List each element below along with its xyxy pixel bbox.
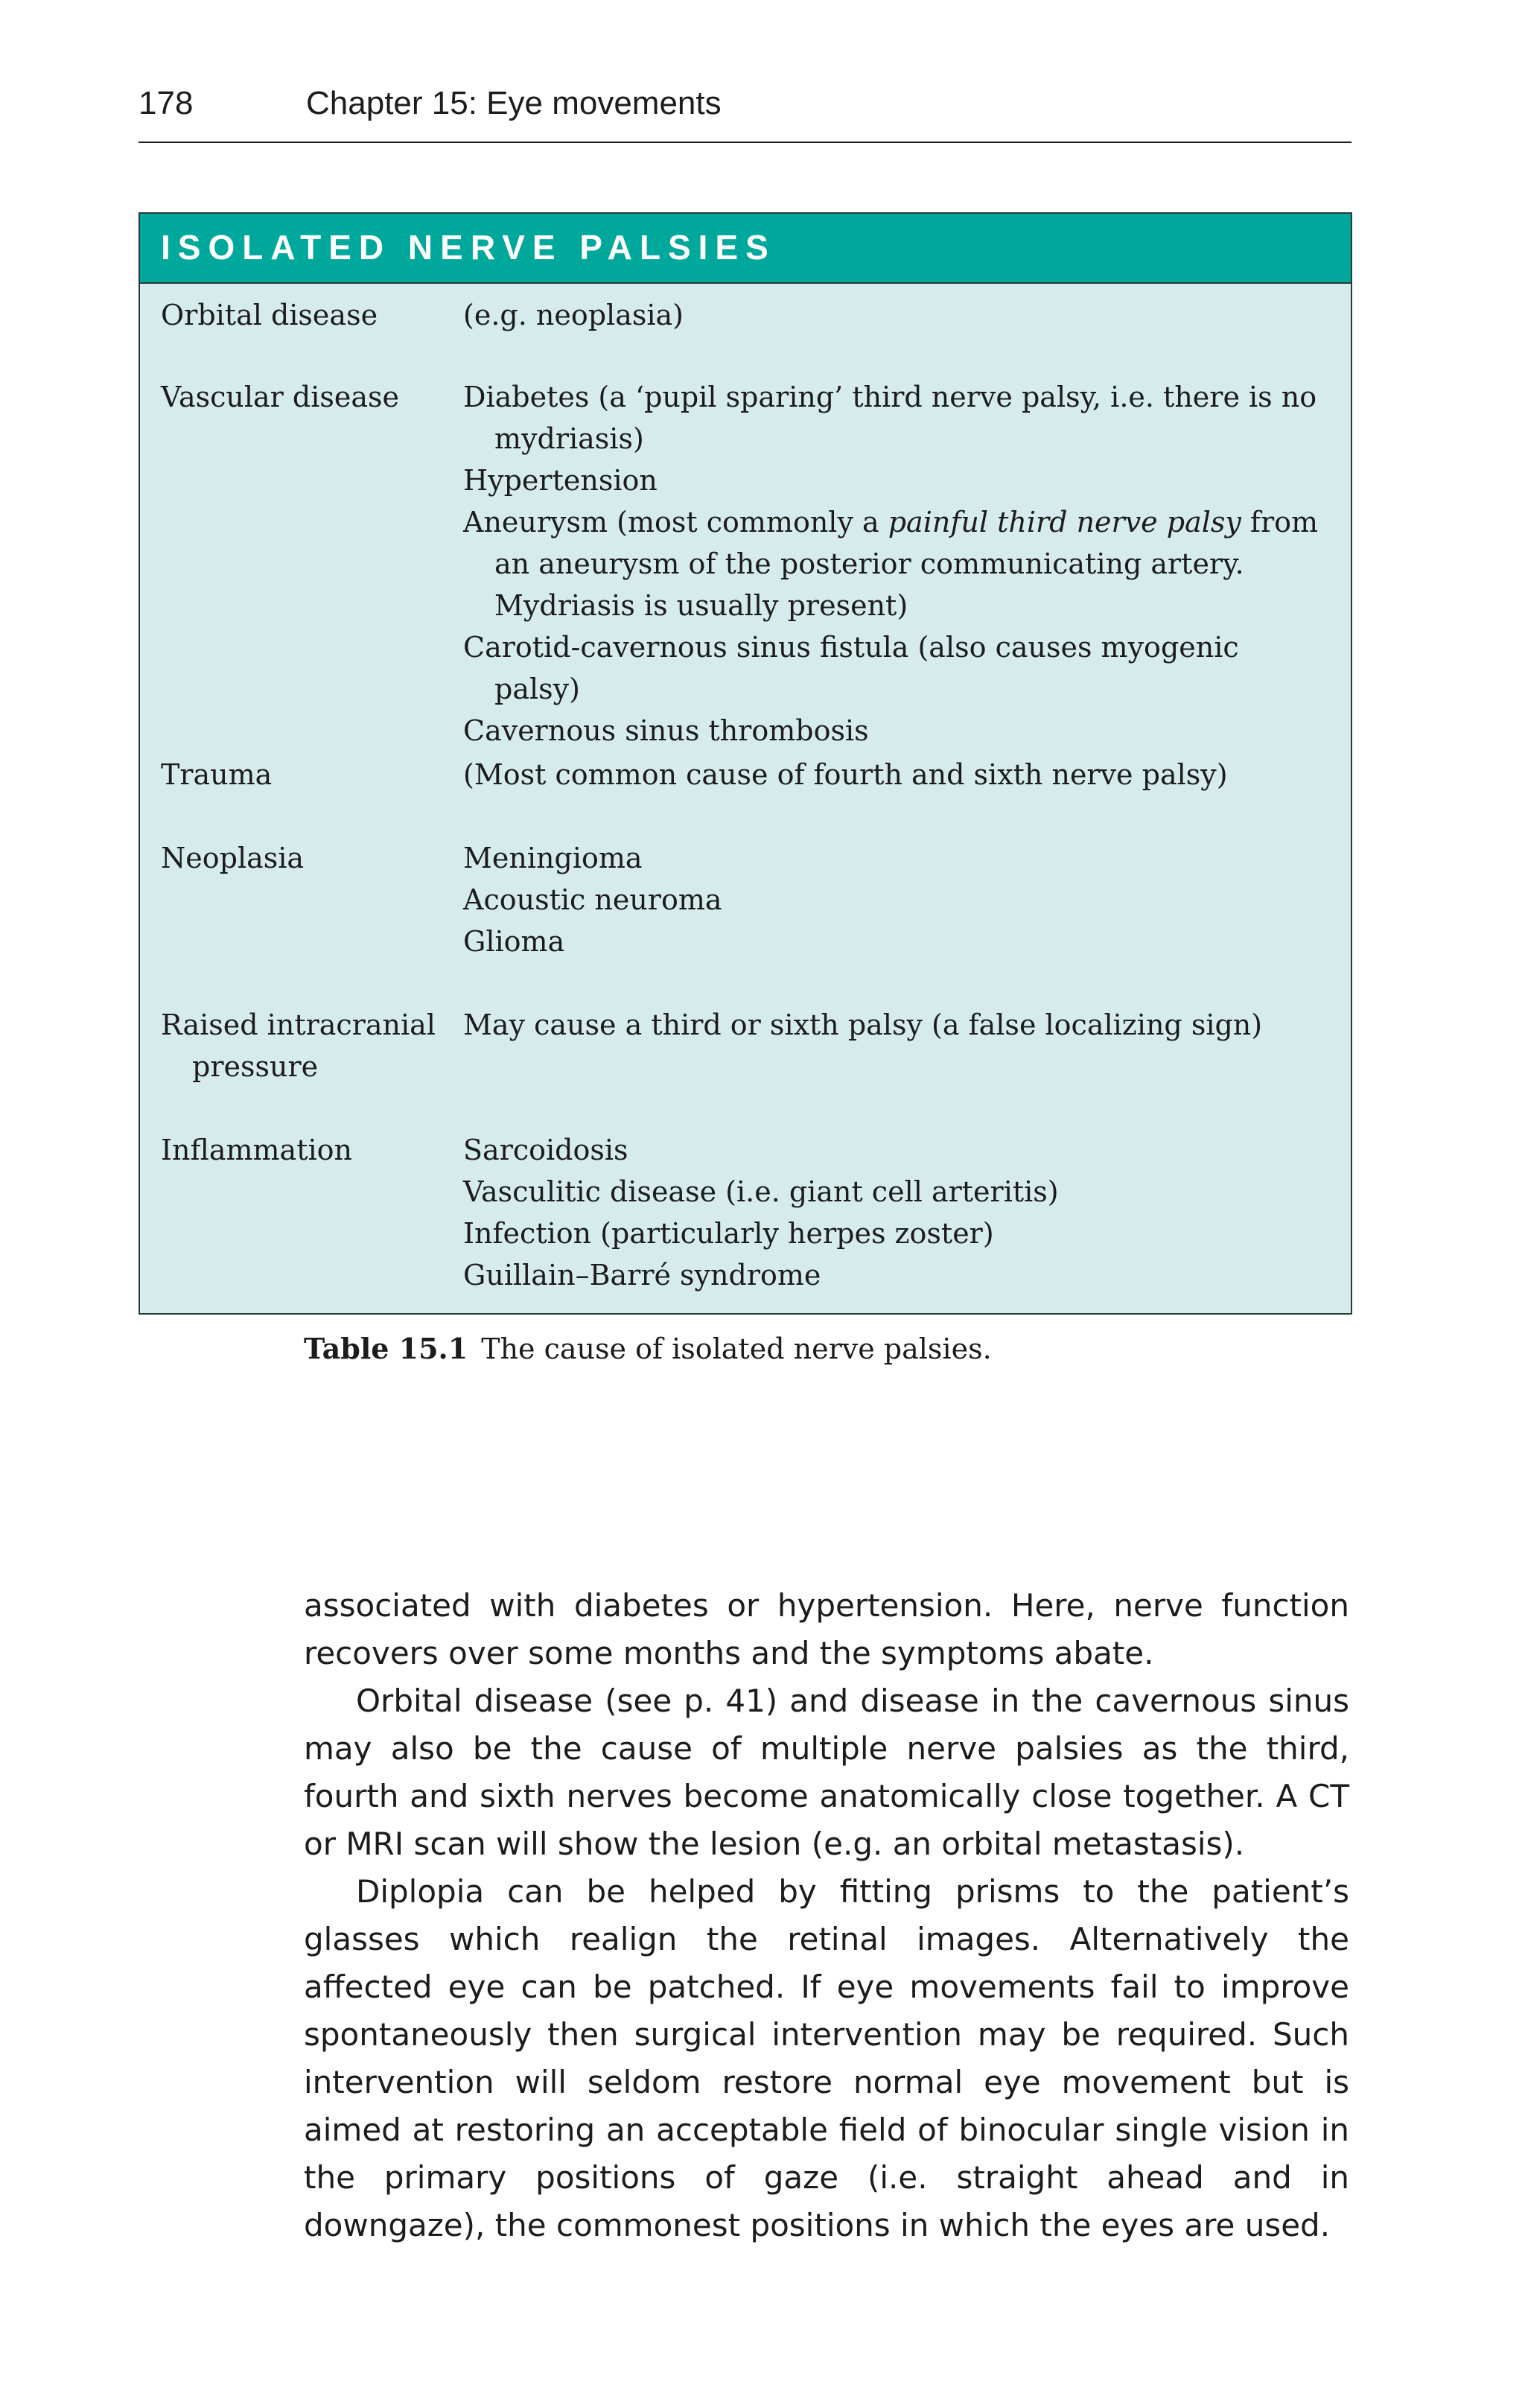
table-caption xyxy=(304,1332,992,1365)
row-item: (Most common cause of fourth and sixth nerve palsy) xyxy=(463,758,1228,791)
header-rule xyxy=(139,142,1352,143)
row-item: Sarcoidosis xyxy=(463,1134,628,1166)
row-item: (e.g. neoplasia) xyxy=(463,299,684,331)
aneurysm-text-start: Aneurysm (most commonly a xyxy=(463,506,888,539)
row-item: Hypertension xyxy=(463,464,658,497)
isolated-nerve-palsies-table xyxy=(139,212,1352,1315)
table-title: ISOLATED NERVE PALSIES xyxy=(161,228,776,267)
row-item: Cavernous sinus thrombosis xyxy=(463,714,869,747)
paragraph: Orbital disease (see p. 41) and disease in the cavernous sinus may also be the cause of multiple nerve palsies as the third, fourth and sixth nerves become anatomically close together. A CT or MRI scan will show the lesion (e.g. an orbital metastasis). xyxy=(304,1683,1349,1862)
caption-text: The cause of isolated nerve palsies. xyxy=(481,1332,992,1365)
row-category: Vascular disease xyxy=(161,381,400,413)
paragraph: Diplopia can be helped by fitting prisms to the patient’s glasses which realign the retinal images. Alternatively the affected eye can be patched. If eye movements fail to improve spontaneously then surgical intervention may be required. Such intervention will seldom restore normal eye movement but is aimed at restoring an acceptable field of binocular single vision in the primary positions of gaze (i.e. straight ahead and in downgaze), the commonest positions in which the eyes are used. xyxy=(304,1873,1349,2243)
chapter-title: Chapter 15: Eye movements xyxy=(306,85,722,121)
row-item: Guillain–Barré syndrome xyxy=(463,1259,821,1292)
table-header-bar xyxy=(140,214,1351,284)
caption-label: Table 15.1 xyxy=(304,1332,468,1365)
row-item: Acoustic neuroma xyxy=(463,883,722,916)
row-item: Glioma xyxy=(463,925,565,958)
row-category: Orbital disease xyxy=(161,299,378,331)
body-text xyxy=(304,1582,1349,2249)
row-category: Neoplasia xyxy=(161,842,305,874)
row-item: Meningioma xyxy=(463,842,643,874)
row-category: Inflammation xyxy=(161,1134,352,1166)
row-item: Carotid-cavernous sinus fistula (also causes myogenic palsy) xyxy=(463,631,1239,705)
row-item: Vasculitic disease (i.e. giant cell arteritis) xyxy=(463,1175,1059,1208)
aneurysm-text-end: from an aneurysm of the posterior communicating artery. Mydriasis is usually present) xyxy=(494,506,1319,622)
row-category: Trauma xyxy=(161,758,273,791)
row-item: Diabetes (a ‘pupil sparing’ third nerve palsy, i.e. there is no mydriasis) xyxy=(463,381,1317,455)
row-category: Raised intracranial pressure xyxy=(161,1008,436,1083)
row-item: May cause a third or sixth palsy (a false localizing sign) xyxy=(463,1008,1263,1041)
row-item-aneurysm xyxy=(463,501,1319,626)
paragraph: associated with diabetes or hypertension. Here, nerve function recovers over some months and the symptoms abate. xyxy=(304,1587,1349,1671)
aneurysm-italic-text: painful third nerve palsy xyxy=(888,506,1241,539)
page-number: 178 xyxy=(139,85,194,121)
page-header xyxy=(139,85,1352,144)
row-item: Infection (particularly herpes zoster) xyxy=(463,1217,994,1250)
